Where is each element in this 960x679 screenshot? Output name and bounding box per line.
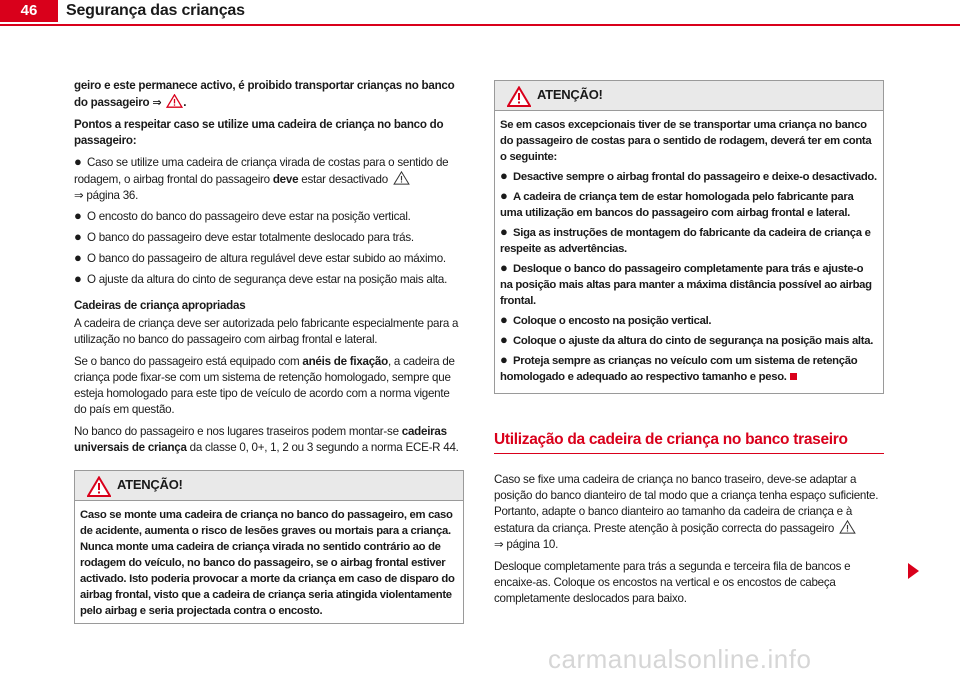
warning-title: ATENÇÃO! [537, 87, 603, 102]
bullet-dot: ● [500, 188, 508, 203]
paragraph-text-cont: da classe 0, 0+, 1, 2 ou 3 segundo a norma ECE-R 44. [189, 441, 459, 454]
paragraph-emphasis: cadeiras universais de criança [74, 425, 447, 454]
right-column [494, 80, 884, 613]
warning-triangle-icon[interactable] [393, 171, 410, 185]
bullet-dot: ● [500, 352, 508, 367]
warning-list-item [500, 313, 878, 329]
seats-paragraph-2 [74, 354, 464, 418]
page-reference-link[interactable]: ⇒ página 36. [74, 189, 139, 202]
list-item [74, 155, 464, 204]
warning-list-item [500, 169, 878, 185]
warning-box-header [75, 471, 463, 501]
paragraph-text-cont: , a cadeira de criança pode fixar-se com um sistema de retenção homologado, sempre que esteja homologado para este tipo de veículo de acordo com a norma vigente do país em questão. [74, 355, 455, 416]
bullet-dot: ● [500, 168, 508, 183]
bullet-dot: ● [500, 224, 508, 239]
reference-arrow: ⇒ [152, 96, 162, 109]
list-item [74, 209, 464, 225]
bullet-dot: ● [74, 229, 82, 244]
page-number: 46 [0, 0, 58, 22]
bullet-dot: ● [74, 271, 82, 286]
bullet-text: O encosto do banco do passageiro deve estar na posição vertical. [87, 210, 411, 223]
seats-paragraph-3 [74, 424, 464, 456]
continued-text: geiro e este permanece activo, é proibido transportar crianças no banco do passageiro [74, 79, 455, 109]
bullet-text: O ajuste da altura do cinto de segurança deve estar na posição mais alta. [87, 273, 448, 286]
warning-body: Caso se monte uma cadeira de criança no banco do passageiro, em caso de acidente, aumenta o risco de lesões graves ou mortais para a criança. Nunca monte uma cadeira de criança virada no sentido contrário ao de rodagem do veículo, no banco do passageiro, se o airbag frontal estiver activado. Isto poderia provocar a morte da criança em caso de disparo do airbag frontal, visto que a cadeira de criança seria atingida violentamente pelo airbag e seria projectada contra o encosto. [80, 509, 455, 617]
bullet-text: Caso se utilize uma cadeira de criança virada de costas para o sentido de rodagem, o airbag frontal do passageiro [74, 156, 449, 186]
warning-box [74, 470, 464, 624]
warning-list-item [500, 333, 878, 349]
page-reference-link[interactable]: ⇒ página 10. [494, 538, 559, 551]
list-item [74, 230, 464, 246]
warning-triangle-icon[interactable] [166, 94, 183, 108]
watermark: carmanualsonline.info [548, 644, 812, 674]
section-heading: Utilização da cadeira de criança no banco traseiro [494, 432, 884, 454]
warning-item-text: Coloque o encosto na posição vertical. [513, 315, 712, 327]
warning-title: ATENÇÃO! [117, 477, 183, 492]
warning-triangle-icon[interactable] [839, 520, 856, 534]
paragraph-text: No banco do passageiro e nos lugares traseiros podem montar-se [74, 425, 399, 438]
bullet-dot: ● [74, 208, 82, 223]
warning-box-header [495, 81, 883, 111]
seats-paragraph-1: A cadeira de criança deve ser autorizada pelo fabricante especialmente para a utilização no banco do passageiro com airbag frontal e lateral. [74, 317, 459, 346]
warning-item-text: Proteja sempre as crianças no veículo com um sistema de retenção homologado e adequado ao respectivo tamanho e peso. [500, 355, 858, 383]
bullet-dot: ● [74, 250, 82, 265]
warning-triangle-icon [507, 86, 531, 107]
warning-list-item [500, 261, 878, 309]
continued-paragraph [74, 78, 464, 111]
warning-box [494, 80, 884, 394]
list-item [74, 272, 464, 288]
bullet-text: O banco do passageiro de altura regulável deve estar subido ao máximo. [87, 252, 446, 265]
warning-triangle-icon [87, 476, 111, 497]
warning-intro: Se em casos excepcionais tiver de se transportar uma criança no banco do passageiro de costas para o sentido de rodagem, deverá ter em conta o seguinte: [500, 119, 872, 163]
page-header [0, 0, 960, 26]
header-rule [0, 24, 960, 26]
points-heading: Pontos a respeitar caso se utilize uma cadeira de criança no banco do passageiro: [74, 118, 444, 147]
warning-list-item [500, 225, 878, 257]
warning-item-text: Siga as instruções de montagem do fabricante da cadeira de criança e respeite as advertências. [500, 227, 871, 255]
bullet-text-cont: estar desactivado [301, 173, 388, 186]
bullet-dot: ● [500, 260, 508, 275]
paragraph-text: Caso se fixe uma cadeira de criança no banco traseiro, deve-se adaptar a posição do banco dianteiro de tal modo que a criança tenha espaço suficiente. Portanto, adapte o banco dianteiro ao tamanho da cadeira de criança e à estatura da criança. Preste atenção à posição correcta do passageiro [494, 473, 879, 535]
warning-item-text: Desactive sempre o airbag frontal do passageiro e deixe-o desactivado. [513, 171, 877, 183]
bullet-text: O banco do passageiro deve estar totalmente deslocado para trás. [87, 231, 414, 244]
warning-item-text: Desloque o banco do passageiro completamente para trás e ajuste-o na posição mais altas para manter a máxima distância possível ao airbag frontal. [500, 263, 872, 307]
end-of-section-square [790, 373, 797, 380]
next-page-arrow-icon[interactable] [908, 563, 919, 579]
rear-seat-paragraph-2: Desloque completamente para trás a segunda e terceira fila de bancos e encaixe-as. Coloque os encostos na vertical e os encostos de cabeça completamente deslocados para baixo. [494, 560, 851, 605]
bullet-emphasis: deve [272, 173, 299, 186]
warning-item-text: A cadeira de criança tem de estar homologada pelo fabricante para uma utilização em bancos do passageiro com airbag frontal e lateral. [500, 191, 854, 219]
warning-body [495, 111, 883, 393]
list-item [74, 251, 464, 267]
chapter-title: Segurança das crianças [66, 2, 245, 19]
bullet-dot: ● [74, 154, 82, 169]
warning-list-item [500, 189, 878, 221]
paragraph-emphasis: anéis de fixação [302, 355, 388, 368]
warning-item-text: Coloque o ajuste da altura do cinto de segurança na posição mais alta. [513, 335, 874, 347]
left-column [74, 78, 464, 624]
period: . [183, 96, 187, 109]
bullet-dot: ● [500, 332, 508, 347]
warning-list-item [500, 353, 878, 385]
seats-heading: Cadeiras de criança apropriadas [74, 299, 246, 312]
bullet-dot: ● [500, 312, 508, 327]
paragraph-text: Se o banco do passageiro está equipado com [74, 355, 300, 368]
rear-seat-paragraph-1 [494, 472, 884, 553]
